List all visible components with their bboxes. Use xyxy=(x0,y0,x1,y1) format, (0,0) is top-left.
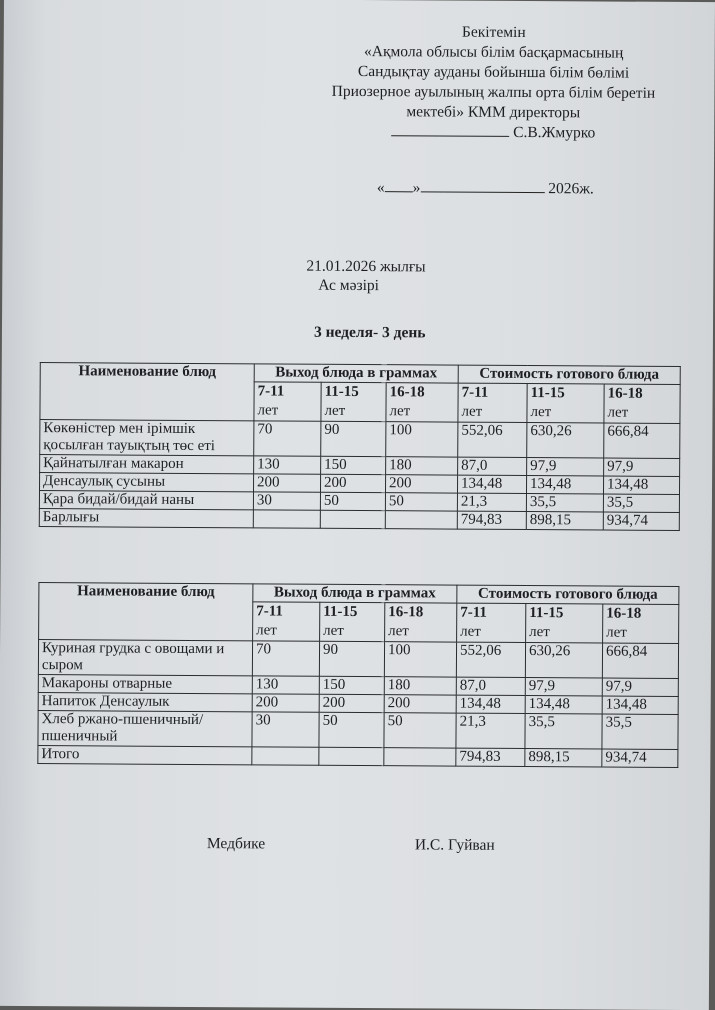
footer-name: И.С. Гуйван xyxy=(414,836,495,854)
menu-table-kz xyxy=(39,362,681,531)
cost-cell: 134,48 xyxy=(457,475,526,493)
cost-cell: 97,9 xyxy=(602,678,678,696)
cost-cell: 898,15 xyxy=(525,749,602,767)
dish-name: Денсаулық сусыны xyxy=(39,473,253,492)
yield-cell: 100 xyxy=(386,422,458,457)
cost-cell: 666,84 xyxy=(602,643,678,678)
age-range: 11-15 xyxy=(323,603,358,620)
yield-cell: 50 xyxy=(320,492,385,510)
cost-cell: 87,0 xyxy=(458,457,527,475)
table-row xyxy=(38,711,678,750)
approval-org-line4: мектебі» КММ директоры xyxy=(406,103,581,122)
cost-cell: 630,26 xyxy=(527,423,604,458)
age-range: 16-18 xyxy=(389,384,425,401)
approval-signer: С.В.Жмурко xyxy=(513,123,596,142)
yield-cell: 90 xyxy=(319,641,384,676)
yield-cell: 200 xyxy=(385,475,457,493)
age-range: 16-18 xyxy=(607,385,643,402)
yield-cell xyxy=(320,510,385,528)
date-year: 2026ж. xyxy=(548,180,594,198)
header-dish: Наименование блюд xyxy=(39,583,253,641)
header-age-4 xyxy=(527,384,604,423)
age-unit: лет xyxy=(529,624,550,641)
header-age-3 xyxy=(458,383,527,422)
menu-title: Ас мәзірі xyxy=(318,276,380,295)
age-range: 11-15 xyxy=(530,385,565,402)
age-unit: лет xyxy=(257,402,279,419)
header-cost: Стоимость готового блюда xyxy=(457,585,679,604)
age-unit: лет xyxy=(607,404,629,421)
cost-cell: 87,0 xyxy=(456,677,525,695)
footer-role: Медбике xyxy=(206,835,266,853)
date-quote-close: » xyxy=(412,179,421,197)
cost-cell: 21,3 xyxy=(457,493,526,511)
dish-name: Көкөністер мен ірімшік қосылған тауықтың төс еті xyxy=(40,420,254,456)
age-unit: лет xyxy=(323,622,344,639)
cost-cell: 630,26 xyxy=(525,643,602,678)
day-blank xyxy=(385,178,413,192)
age-unit: лет xyxy=(388,623,409,640)
header-cost: Стоимость готового блюда xyxy=(458,365,680,384)
yield-cell: 100 xyxy=(384,642,456,677)
dish-name: Қайнатылған макарон xyxy=(40,455,254,474)
dish-name: Напиток Денсаулык xyxy=(38,693,252,712)
yield-cell: 70 xyxy=(252,641,319,676)
age-range: 7-11 xyxy=(256,603,283,620)
approval-org-line1: «Ақмола облысы білім басқармасының xyxy=(363,43,624,62)
age-range: 11-15 xyxy=(324,383,359,401)
menu-date: 21.01.2026 жылғы xyxy=(306,257,426,276)
header-age-0 xyxy=(253,602,320,641)
dish-name: Итого xyxy=(38,746,252,765)
header-age-2 xyxy=(385,603,457,642)
age-unit: лет xyxy=(389,403,411,420)
header-dish: Наименование блюд xyxy=(40,363,254,421)
yield-cell xyxy=(384,748,456,766)
approval-signature-row xyxy=(303,122,683,144)
header-age-1 xyxy=(320,602,385,641)
week-day-label: 3 неделя- 3 день xyxy=(313,323,426,342)
header-yield: Выход блюда в граммах xyxy=(254,364,458,383)
cost-cell: 552,06 xyxy=(458,422,527,457)
header-age-5 xyxy=(603,604,679,643)
yield-cell: 180 xyxy=(384,677,456,695)
age-range: 7-11 xyxy=(460,604,487,621)
age-range: 16-18 xyxy=(388,604,424,621)
yield-cell xyxy=(385,511,457,529)
yield-cell: 200 xyxy=(320,474,385,492)
age-unit: лет xyxy=(461,403,483,420)
cost-cell: 21,3 xyxy=(456,713,525,748)
cost-cell: 35,5 xyxy=(525,714,602,749)
yield-cell: 90 xyxy=(321,421,386,456)
header-yield: Выход блюда в граммах xyxy=(253,584,457,603)
age-range: 7-11 xyxy=(257,383,285,400)
header-age-4 xyxy=(526,604,603,643)
month-blank xyxy=(420,178,544,193)
yield-cell: 70 xyxy=(254,421,321,456)
yield-cell: 150 xyxy=(319,676,384,694)
header-age-5 xyxy=(604,384,680,423)
cost-cell: 35,5 xyxy=(526,494,603,512)
total-row xyxy=(39,509,679,531)
age-unit: лет xyxy=(460,623,481,640)
dish-name: Барлығы xyxy=(39,509,253,528)
age-range: 11-15 xyxy=(529,605,564,622)
cost-cell: 794,83 xyxy=(457,511,526,529)
cost-cell: 97,9 xyxy=(527,458,604,476)
header-age-2 xyxy=(386,383,458,422)
table-row xyxy=(40,420,680,459)
cost-cell: 134,48 xyxy=(603,476,679,494)
signature-blank xyxy=(391,122,509,137)
dish-name: Макароны отварные xyxy=(38,675,252,694)
table-row xyxy=(38,640,678,679)
header-age-0 xyxy=(254,382,321,421)
approval-date-line xyxy=(377,178,594,198)
yield-cell: 50 xyxy=(384,713,456,748)
total-row xyxy=(38,746,678,768)
cost-cell: 134,48 xyxy=(602,696,678,714)
yield-cell: 200 xyxy=(319,694,384,712)
cost-cell: 35,5 xyxy=(603,494,679,512)
yield-cell: 130 xyxy=(252,676,319,694)
yield-cell: 180 xyxy=(386,457,458,475)
yield-cell: 150 xyxy=(321,456,386,474)
yield-cell: 30 xyxy=(253,492,320,510)
cost-cell: 934,74 xyxy=(603,512,679,530)
cost-cell: 898,15 xyxy=(526,512,603,530)
yield-cell xyxy=(319,747,384,765)
header-age-1 xyxy=(321,382,386,421)
age-range: 16-18 xyxy=(606,605,642,622)
cost-cell: 934,74 xyxy=(602,749,678,767)
yield-cell: 130 xyxy=(254,456,321,474)
yield-cell: 50 xyxy=(319,712,384,747)
dish-name: Қара бидай/бидай наны xyxy=(39,491,253,510)
cost-cell: 666,84 xyxy=(604,423,680,458)
header-age-3 xyxy=(457,603,526,642)
approval-block xyxy=(303,22,684,144)
cost-cell: 97,9 xyxy=(604,458,680,476)
age-unit: лет xyxy=(530,404,552,421)
cost-cell: 134,48 xyxy=(526,476,603,494)
menu-table-ru xyxy=(37,582,679,768)
cost-cell: 134,48 xyxy=(456,695,525,713)
yield-cell: 30 xyxy=(252,712,319,747)
age-unit: лет xyxy=(324,402,346,419)
age-range: 7-11 xyxy=(461,384,489,401)
cost-cell: 35,5 xyxy=(602,714,678,749)
cost-cell: 552,06 xyxy=(456,642,525,677)
yield-cell: 50 xyxy=(385,493,457,511)
yield-cell: 200 xyxy=(252,694,319,712)
cost-cell: 794,83 xyxy=(456,748,525,766)
age-unit: лет xyxy=(256,622,277,639)
dish-name: Куриная грудка с овощами и сыром xyxy=(38,640,252,676)
yield-cell: 200 xyxy=(253,474,320,492)
yield-cell xyxy=(253,510,320,528)
yield-cell xyxy=(252,747,319,765)
approval-org-line2: Сандықтау ауданы бойынша білім бөлімі xyxy=(357,62,630,82)
cost-cell: 97,9 xyxy=(525,678,602,696)
approval-org-line3: Приозерное ауылының жалпы орта білім беретін xyxy=(331,82,656,102)
dish-name: Хлеб ржано-пшеничный/пшеничный xyxy=(38,711,252,747)
date-quote-open: « xyxy=(376,179,385,197)
age-unit: лет xyxy=(606,624,627,641)
cost-cell: 134,48 xyxy=(525,696,602,714)
yield-cell: 200 xyxy=(384,695,456,713)
approval-heading: Бекітемін xyxy=(461,23,526,42)
